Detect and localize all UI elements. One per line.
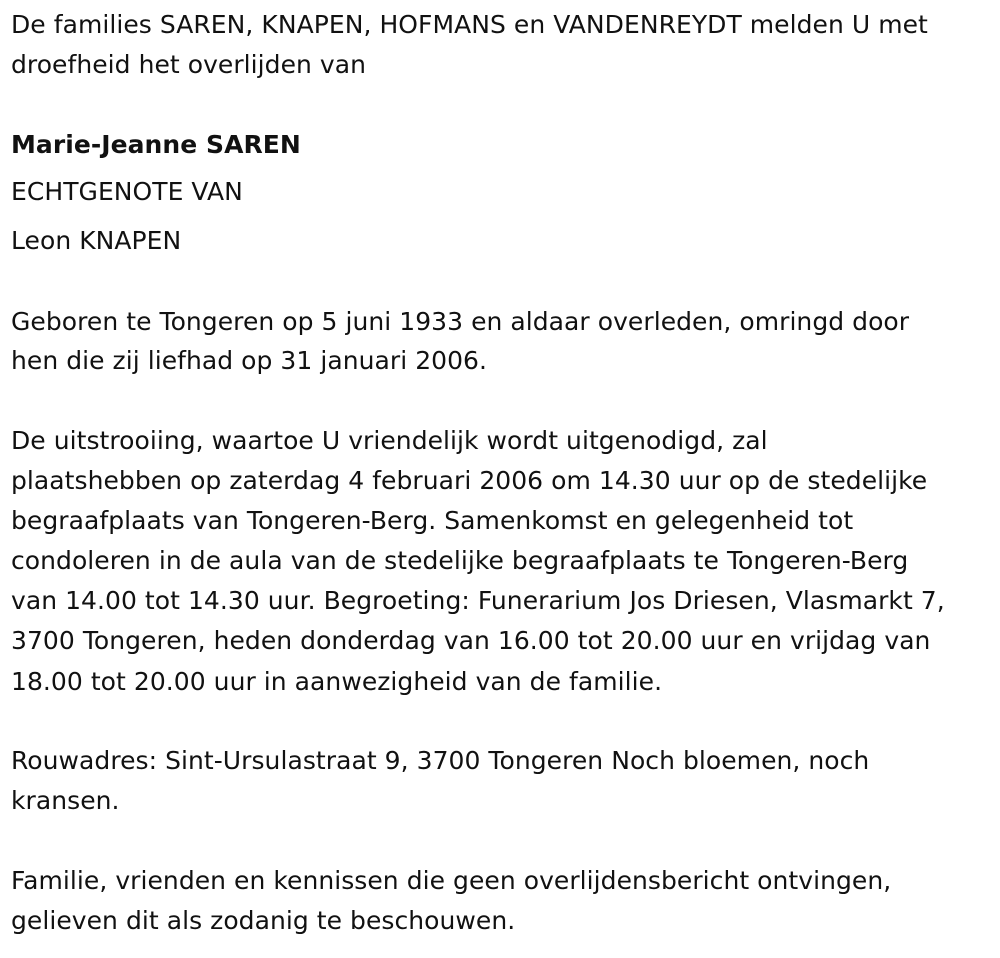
closing-line: Familie, vrienden en kennissen die geen overlijdensbericht ontvingen, [11,866,892,895]
ceremony-line: begraafplaats van Tongeren-Berg. Samenkomst en gelegenheid tot [11,506,854,535]
ceremony-line: condoleren in de aula van de stedelijke begraafplaats te Tongeren-Berg [11,546,909,575]
spouse-name: Leon KNAPEN [11,226,182,255]
birth-death-line: hen die zij liefhad op 31 januari 2006. [11,346,488,375]
ceremony-line: plaatshebben op zaterdag 4 februari 2006 om 14.30 uur op de stedelijke [11,466,928,495]
deceased-name: Marie-Jeanne SAREN [11,130,301,159]
ceremony-line: van 14.00 tot 14.30 uur. Begroeting: Funerarium Jos Driesen, Vlasmarkt 7, [11,586,945,615]
intro-line: De families SAREN, KNAPEN, HOFMANS en VANDENREYDT melden U met [11,10,928,39]
ceremony-line: 18.00 tot 20.00 uur in aanwezigheid van de familie. [11,667,663,696]
address-line: Rouwadres: Sint-Ursulastraat 9, 3700 Tongeren Noch bloemen, noch [11,746,870,775]
address-line: kransen. [11,786,120,815]
intro-line: droefheid het overlijden van [11,50,367,79]
closing-line: gelieven dit als zodanig te beschouwen. [11,906,516,935]
ceremony-line: De uitstrooiing, waartoe U vriendelijk wordt uitgenodigd, zal [11,426,768,455]
birth-death-line: Geboren te Tongeren op 5 juni 1933 en aldaar overleden, omringd door [11,307,910,336]
ceremony-line: 3700 Tongeren, heden donderdag van 16.00 tot 20.00 uur en vrijdag van [11,626,931,655]
relation-label: ECHTGENOTE VAN [11,177,243,206]
